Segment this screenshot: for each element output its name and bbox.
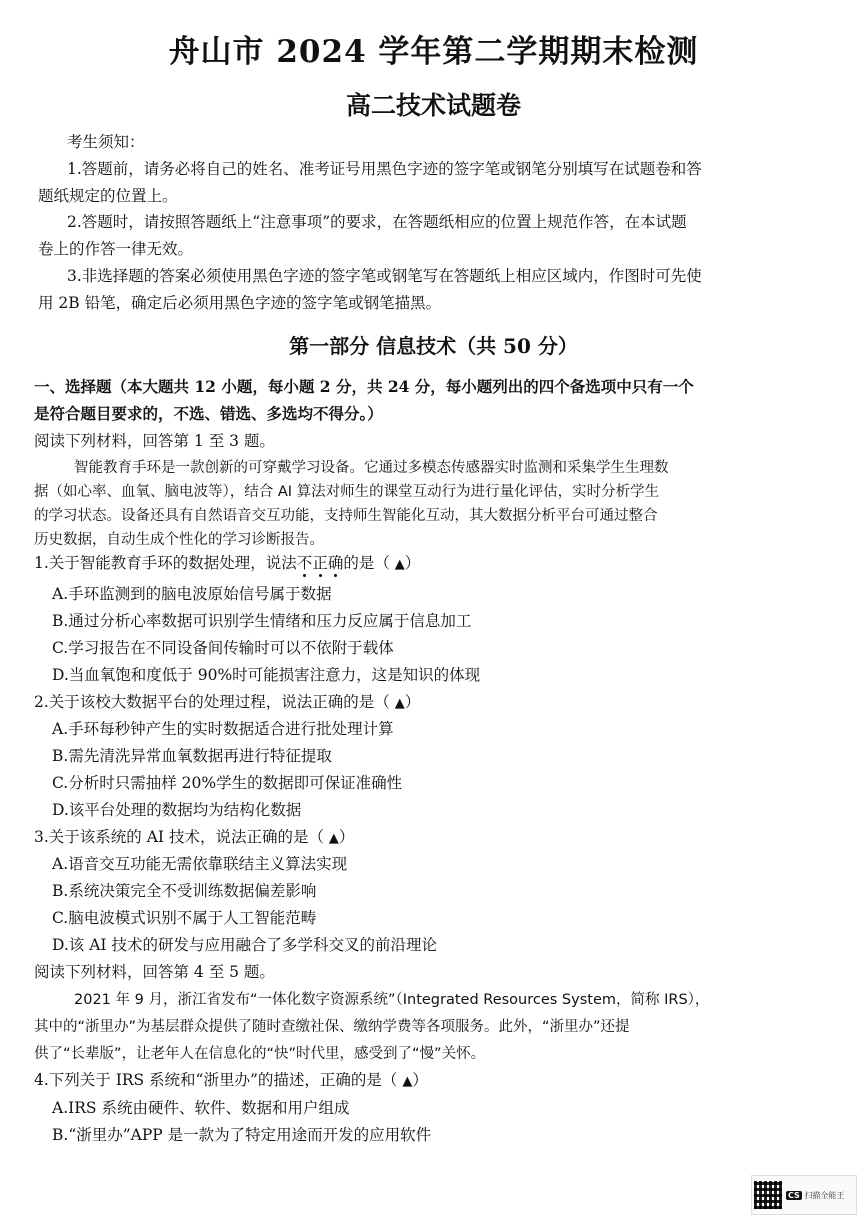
option-c: C.分析时只需抽样 20%学生的数据即可保证准确性 — [52, 774, 403, 792]
passage-line: 的学习状态。设备还具有自然语音交互功能，支持师生智能化互动，其大数据分析平台可通过整合 — [34, 508, 658, 524]
instruction-line: 是符合题目要求的，不选、错选、多选均不得分。） — [34, 404, 383, 423]
option-a: A.语音交互功能无需依靠联结主义算法实现 — [52, 855, 348, 873]
notice-heading: 考生须知： — [67, 133, 145, 151]
question-4-stem: 4.下列关于 IRS 系统和“浙里办”的描述，正确的是（ ▲） — [34, 1071, 428, 1089]
passage-line: 2021 年 9 月，浙江省发布“一体化数字资源系统”（Integrated Resources System，简称 IRS）， — [74, 992, 710, 1008]
notice-line: 3.非选择题的答案必须使用黑色字迹的签字笔或钢笔写在答题纸上相应区域内，作图时可先使 — [67, 267, 702, 285]
passage-line: 历史数据，自动生成个性化的学习诊断报告。 — [34, 532, 324, 548]
passage-line: 其中的“浙里办”为基层群众提供了随时查缴社保、缴纳学费等各项服务。此外，“浙里办”还提 — [34, 1019, 630, 1035]
notice-line: 用 2B 铅笔，确定后必须用黑色字迹的签字笔或钢笔描黑。 — [38, 294, 442, 312]
reading-prompt: 阅读下列材料，回答第 1 至 3 题。 — [34, 432, 275, 450]
option-b: B.“浙里办”APP 是一款为了特定用途而开发的应用软件 — [52, 1126, 432, 1144]
option-d: D.该平台处理的数据均为结构化数据 — [52, 801, 302, 819]
reading-prompt: 阅读下列材料，回答第 4 至 5 题。 — [34, 963, 275, 981]
option-b: B.需先清洗异常血氧数据再进行特征提取 — [52, 747, 332, 765]
exam-title: 舟山市 2024 学年第二学期期末检测 — [168, 34, 699, 70]
question-1-stem: 1.关于智能教育手环的数据处理，说法不正确的是（ ▲） — [34, 554, 421, 572]
notice-line: 题纸规定的位置上。 — [38, 187, 178, 205]
triangle-icon: ▲ — [402, 1074, 413, 1089]
passage-line: 供了“长辈版”，让老年人在信息化的“快”时代里，感受到了“慢”关怀。 — [34, 1046, 486, 1062]
option-c: C.脑电波模式识别不属于人工智能范畴 — [52, 909, 317, 927]
triangle-icon: ▲ — [328, 831, 339, 846]
section-heading: 第一部分 信息技术（共 50 分） — [289, 334, 578, 358]
exam-subtitle: 高二技术试题卷 — [345, 91, 521, 120]
option-a: A.IRS 系统由硬件、软件、数据和用户组成 — [52, 1099, 350, 1117]
scanner-brand: CS 扫描全能王 — [788, 1190, 845, 1200]
notice-line: 1.答题前，请务必将自己的姓名、准考证号用黑色字迹的签字笔或钢笔分别填写在试题卷和答 — [67, 160, 702, 178]
option-a: A.手环监测到的脑电波原始信号属于数据 — [52, 585, 332, 603]
triangle-icon: ▲ — [394, 696, 405, 711]
instruction-line: 一、选择题（本大题共 12 小题，每小题 2 分，共 24 分，每小题列出的四个备选项中只有一个 — [34, 377, 694, 396]
option-d: D.当血氧饱和度低于 90%时可能损害注意力，这是知识的体现 — [52, 666, 481, 684]
option-b: B.系统决策完全不受训练数据偏差影响 — [52, 882, 317, 900]
passage-line: 据（如心率、血氧、脑电波等），结合 AI 算法对师生的课堂互动行为进行量化评估，实时分析学生 — [34, 484, 660, 500]
option-a: A.手环每秒钟产生的实时数据适合进行批处理计算 — [52, 720, 394, 738]
triangle-icon: ▲ — [394, 557, 405, 572]
notice-line: 2.答题时，请按照答题纸上“注意事项”的要求，在答题纸相应的位置上规范作答，在本试题 — [67, 213, 687, 231]
question-2-stem: 2.关于该校大数据平台的处理过程，说法正确的是（ ▲） — [34, 693, 421, 711]
option-d: D.该 AI 技术的研发与应用融合了多学科交叉的前沿理论 — [52, 936, 437, 954]
option-c: C.学习报告在不同设备间传输时可以不依附于载体 — [52, 639, 394, 657]
option-b: B.通过分析心率数据可识别学生情绪和压力反应属于信息加工 — [52, 612, 472, 630]
question-3-stem: 3.关于该系统的 AI 技术，说法正确的是（ ▲） — [34, 828, 355, 846]
notice-line: 卷上的作答一律无效。 — [38, 240, 194, 258]
passage-line: 智能教育手环是一款创新的可穿戴学习设备。它通过多模态传感器实时监测和采集学生生理数 — [74, 460, 669, 476]
scanner-watermark — [751, 1175, 857, 1215]
qr-code-icon — [754, 1181, 782, 1209]
